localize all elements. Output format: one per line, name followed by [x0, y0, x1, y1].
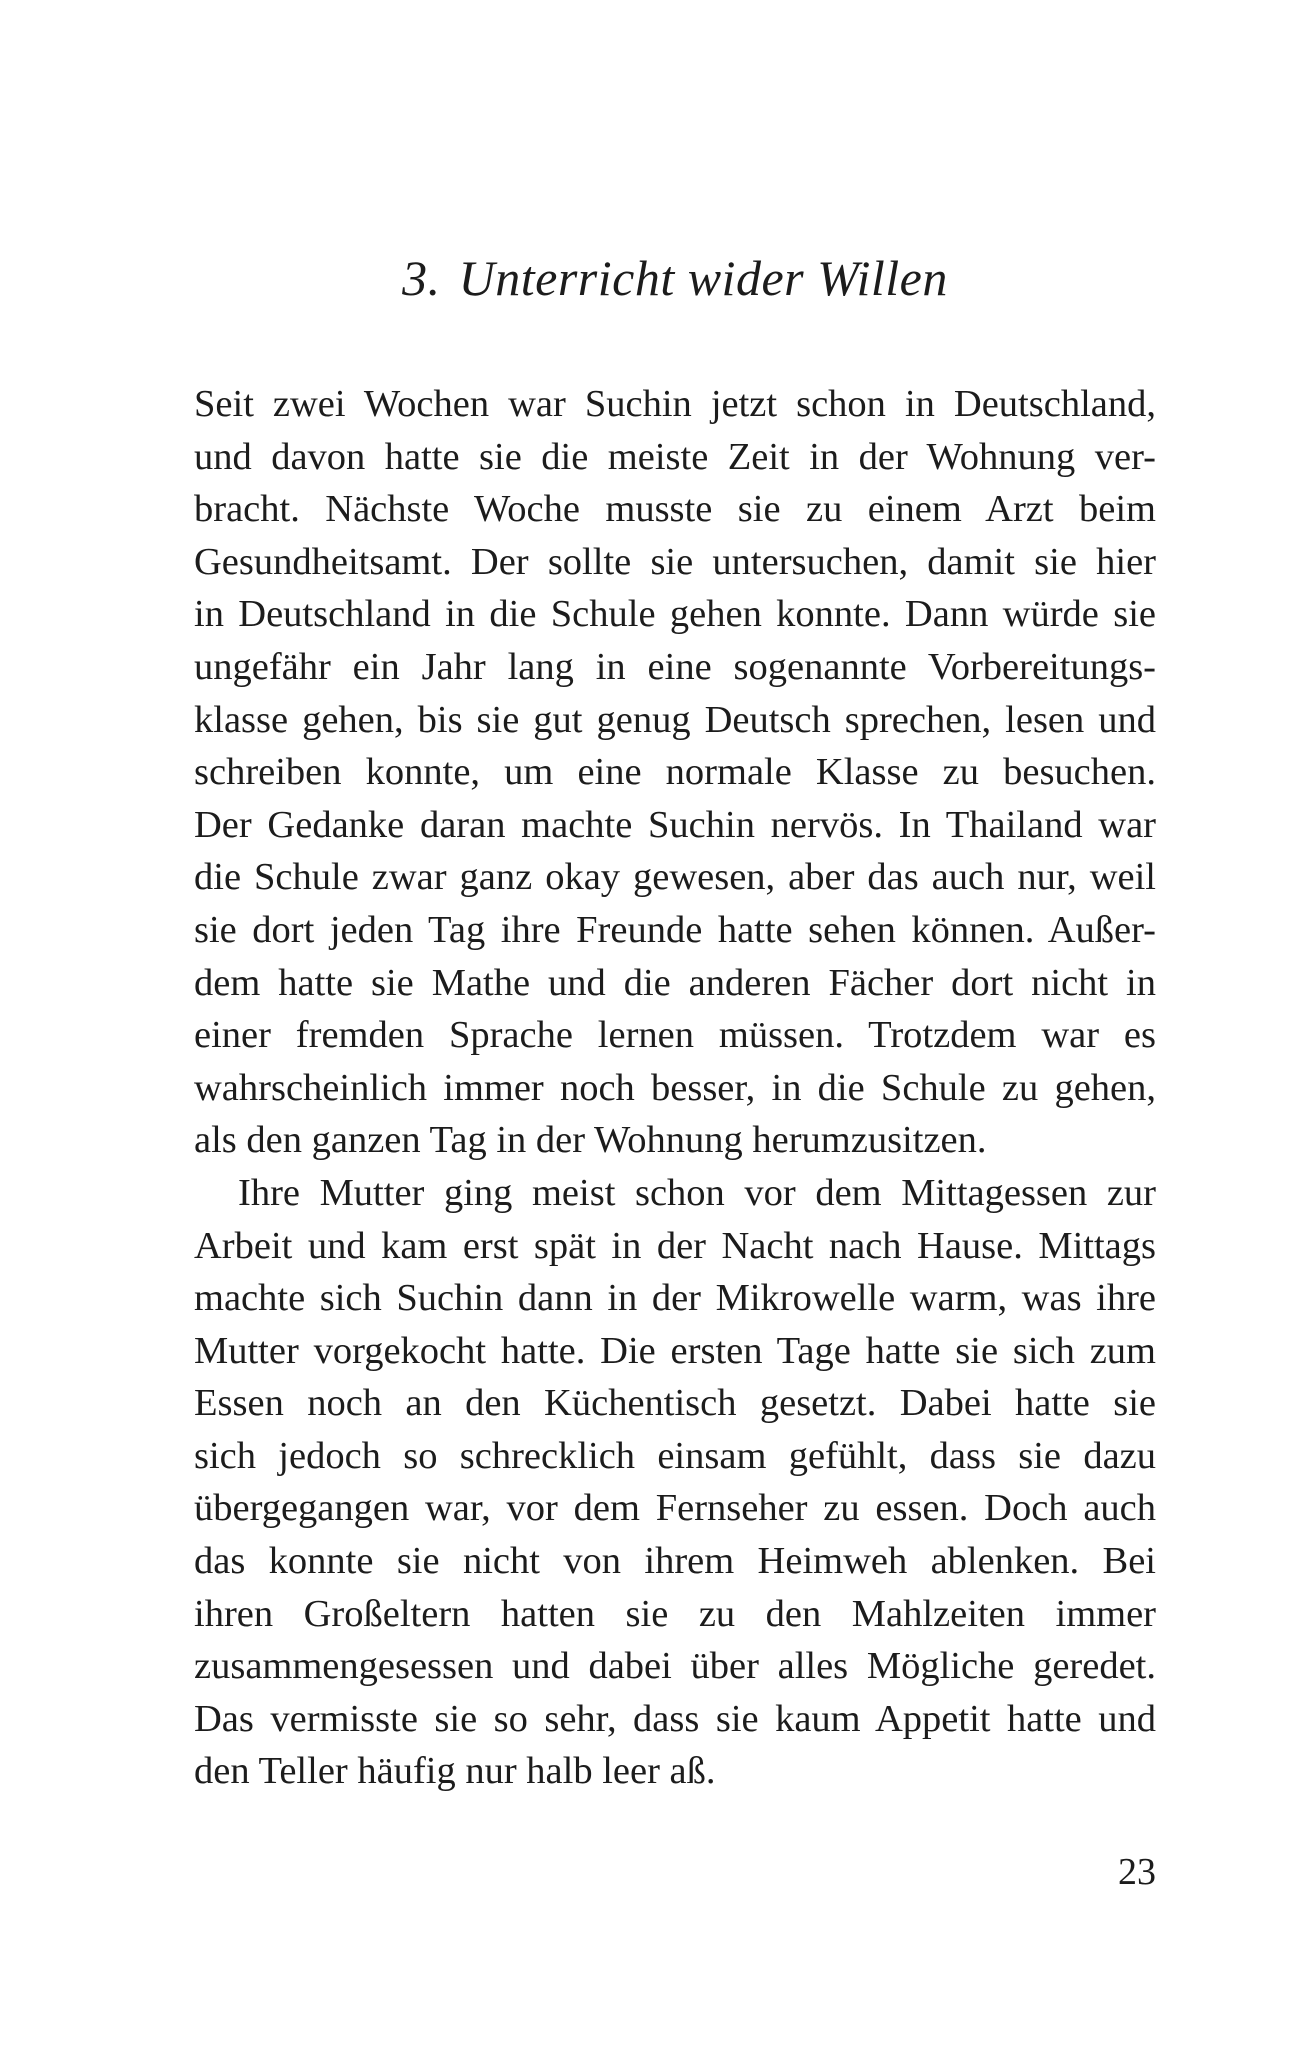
page-number: 23 [1118, 1851, 1156, 1893]
text-line: als den ganzen Tag in der Wohnung herumzusitzen. [194, 1119, 987, 1162]
paragraph-2 [194, 1167, 1156, 1798]
body-text [194, 378, 1156, 1798]
text-line: das konnte sie nicht von ihrem Heimweh ablenken. Bei [194, 1540, 1156, 1583]
text-line: bracht. Nächste Woche musste sie zu einem Arzt beim [194, 488, 1156, 531]
chapter-title-text: Unterricht wider Willen [458, 250, 948, 306]
chapter-title [194, 248, 1156, 308]
text-line: und davon hatte sie die meiste Zeit in der Wohnung ver- [194, 435, 1156, 478]
text-line: dem hatte sie Mathe und die anderen Fächer dort nicht in [194, 961, 1156, 1004]
text-line: in Deutschland in die Schule gehen konnte. Dann würde sie [194, 593, 1156, 636]
text-line: einer fremden Sprache lernen müssen. Trotzdem war es [194, 1014, 1156, 1057]
text-line: klasse gehen, bis sie gut genug Deutsch sprechen, lesen und [194, 698, 1156, 741]
chapter-number: 3. [402, 250, 441, 306]
text-line: Der Gedanke daran machte Suchin nervös. In Thailand war [194, 803, 1156, 846]
text-line: wahrscheinlich immer noch besser, in die Schule zu gehen, [194, 1066, 1156, 1109]
text-line: Gesundheitsamt. Der sollte sie untersuchen, damit sie hier [194, 540, 1156, 583]
text-line: Arbeit und kam erst spät in der Nacht nach Hause. Mittags [194, 1224, 1156, 1267]
paragraph-1 [194, 378, 1156, 1167]
text-line: Essen noch an den Küchentisch gesetzt. Dabei hatte sie [194, 1382, 1156, 1425]
text-line: Das vermisste sie so sehr, dass sie kaum Appetit hatte und [194, 1697, 1156, 1740]
text-line: Ihre Mutter ging meist schon vor dem Mittagessen zur [238, 1171, 1156, 1214]
text-line: zusammengesessen und dabei über alles Mögliche geredet. [194, 1645, 1156, 1688]
text-line: sie dort jeden Tag ihre Freunde hatte sehen können. Außer- [194, 908, 1156, 951]
text-line: schreiben konnte, um eine normale Klasse zu besuchen. [194, 751, 1156, 794]
text-line: ungefähr ein Jahr lang in eine sogenannte Vorbereitungs- [194, 645, 1156, 688]
text-line: machte sich Suchin dann in der Mikrowelle warm, was ihre [194, 1277, 1156, 1320]
text-line: Mutter vorgekocht hatte. Die ersten Tage hatte sie sich zum [194, 1329, 1156, 1372]
text-line: die Schule zwar ganz okay gewesen, aber das auch nur, weil [194, 856, 1156, 899]
text-line: Seit zwei Wochen war Suchin jetzt schon in Deutschland, [194, 383, 1156, 425]
text-line: ihren Großeltern hatten sie zu den Mahlzeiten immer [194, 1592, 1156, 1635]
text-line: den Teller häufig nur halb leer aß. [194, 1750, 716, 1793]
text-line: übergegangen war, vor dem Fernseher zu essen. Doch auch [194, 1487, 1156, 1530]
text-line: sich jedoch so schrecklich einsam gefühlt, dass sie dazu [194, 1434, 1156, 1477]
